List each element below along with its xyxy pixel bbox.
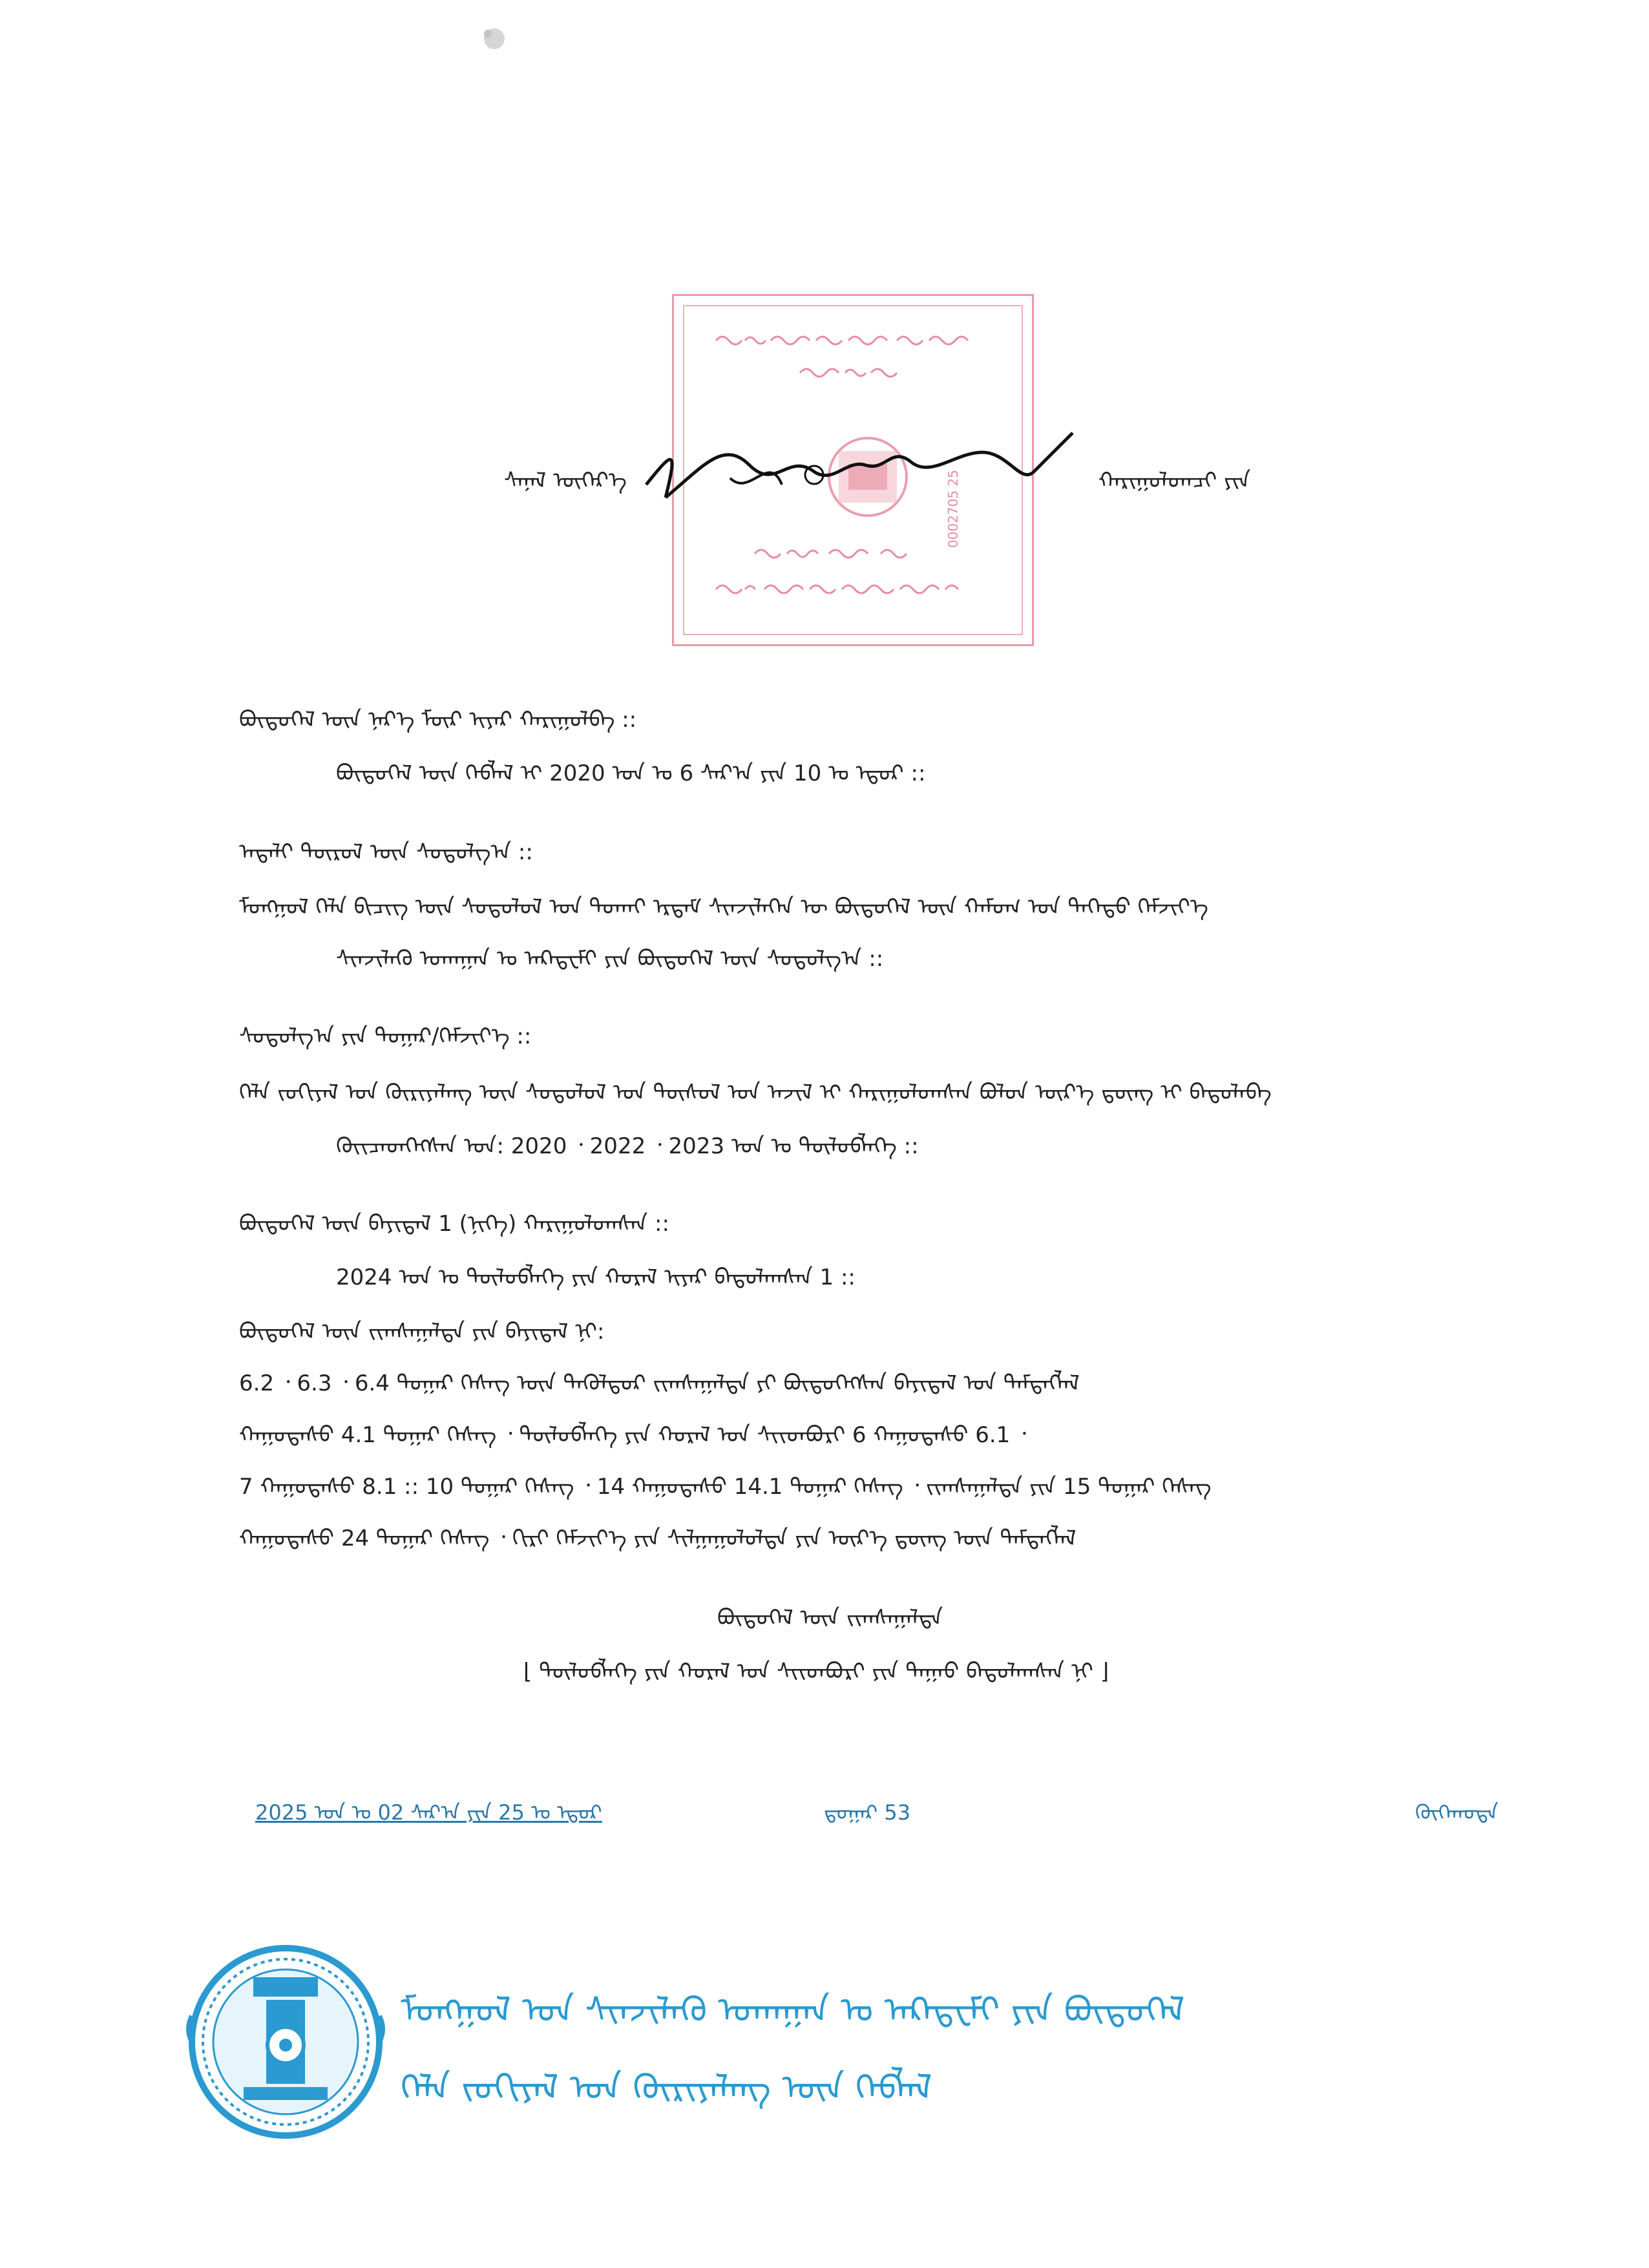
closing-label: ᠪᠦᠲᠦᠭᠡᠯ ᠦᠨ ᠵᠢᠭᠰᠠᠭᠠᠯᠲᠠ — [717, 1605, 943, 1631]
section1-heading: ᠪᠦᠲᠦᠭᠡᠯ ᠦᠨ ᠨᠡᠷ᠎ᠡ ᠮᠥᠷ ᠢᠶᠡᠷ ᠬᠠᠷᠢᠭᠤᠯᠪᠠ :: — [239, 707, 637, 733]
dateline-middle: ᠳ᠋ᠤᠭᠠᠷ 53 — [824, 1800, 911, 1825]
header-right-label: ᠬᠠᠷᠢᠭᠤᠯᠤᠭᠴᠢ ᠶᠢᠨ — [1098, 468, 1251, 494]
stamp-text-line — [797, 364, 913, 381]
stamp-text-line — [751, 545, 945, 562]
stamp-line-4 — [713, 580, 715, 581]
stamp-line-1 — [713, 331, 722, 332]
signature-icon — [620, 426, 1086, 517]
closing-bracket: ⌊ ᠲᠥᠯᠥᠪᠯᠡᠭᠡ ᠶᠢᠨ ᠬᠤᠷᠠᠯ ᠤᠨ ᠰᠢᠢᠳᠪᠦᠷᠢ ᠶᠢᠨ ᠳᠠᠭᠠᠤ ᠪᠠᠲᠤᠯᠠᠭᠰᠠᠨ ᠨᠢ ⌋ — [523, 1659, 1109, 1685]
section4-text-5: 7 ᠬᠠᠭᠤᠳᠠᠰᠤ 8.1 :: 10 ᠳᠤᠭᠠᠷ ᠬᠡᠰᠡᠭ ᠂ 14 ᠬᠠᠭᠤᠳᠠᠰᠤ 14.1 ᠳᠤᠭᠠᠷ ᠬᠡᠰᠡᠭ ᠂ ᠵᠢᠭᠰᠠᠭᠠᠯᠲᠠ ᠶᠢᠨ 15 ᠳᠤᠭᠠᠷ ᠬᠡᠰᠡᠭ — [239, 1474, 1212, 1500]
section4-text-6: ᠬᠠᠭᠤᠳᠠᠰᠤ 24 ᠳᠤᠭᠠᠷ ᠬᠡᠰᠡᠭ ᠂ ᠬᠢᠷᠢ ᠬᠡᠮᠵᠢᠶ᠎ᠡ ᠶᠢᠨ ᠰᠢᠯᠭᠠᠭᠤᠯᠤᠯᠲᠠ ᠶᠢᠨ ᠦᠷ᠎ᠡ ᠳ᠋ᠦᠩ ᠦᠨ ᠲᠡᠮᠳᠡᠭᠯᠡᠯ — [239, 1526, 1077, 1551]
section4-heading: ᠪᠦᠲᠦᠭᠡᠯ ᠦᠨ ᠪᠠᠶᠢᠳᠠᠯ 1 (ᠨᠢᠭᠡ) ᠬᠠᠷᠢᠭᠤᠯᠤᠭᠰᠠᠨ :: — [239, 1211, 669, 1237]
section3-heading: ᠰᠤᠳᠤᠯᠭ᠎ᠠ ᠶᠢᠨ ᠳᠤᠭᠠᠷ/ᠬᠡᠮᠵᠢᠶ᠎ᠡ :: — [239, 1024, 532, 1049]
academy-emblem-icon — [182, 1938, 389, 2148]
stamp-text-line — [713, 331, 984, 348]
scan-speck — [472, 19, 517, 58]
section4-text-4: ᠬᠠᠭᠤᠳᠠᠰᠤ 4.1 ᠳᠤᠭᠠᠷ ᠬᠡᠰᠡᠭ ᠂ ᠲᠥᠯᠥᠪᠯᠡᠭᠡ ᠶᠢᠨ ᠬᠤᠷᠠᠯ ᠤᠨ ᠰᠢᠢᠳᠪᠦᠷᠢ 6 ᠬᠠᠭᠤᠳᠠᠰᠤ 6.1 ᠂ — [239, 1422, 1026, 1448]
section2-heading: ᠠᠳᠠᠯᠢ ᠲᠥᠷᠦᠯ ᠦᠨ ᠰᠤᠳᠤᠯᠭ᠎ᠠ :: — [239, 839, 533, 865]
stamp-text-line — [713, 580, 984, 597]
header-left-label: ᠰᠠᠨᠠᠯ ᠦᠭᠡᠷ᠎ᠡ — [504, 468, 627, 494]
footer-org-line-1: ᠮᠣᠩᠭᠣᠯ ᠤᠨ ᠰᠢᠨᠵᠢᠯᠡᠬᠦ ᠤᠬᠠᠭᠠᠨ ᠤ ᠠᠺᠠᠳ᠋ᠸᠮᠢ ᠶᠢᠨ ᠪᠦᠲᠦᠭᠡᠯ — [401, 1990, 1185, 2030]
section3-text-2: ᠭᠦᠢᠴᠡᠳᠭᠡᠭᠰᠡᠨ ᠣᠨ: 2020 ᠂ 2022 ᠂ 2023 ᠣᠨ ᠤ ᠲᠥᠯᠥᠪᠯᠡᠭᠡ :: — [336, 1133, 919, 1159]
stamp-side-number: 0002705 25 — [945, 470, 961, 548]
section2-text-1: ᠮᠣᠩᠭᠣᠯ ᠬᠡᠯᠡ ᠪᠢᠴᠢᠭ ᠦᠨ ᠰᠤᠳᠤᠯᠤᠯ ᠤᠨ ᠲᠤᠬᠠᠢ ᠡᠷᠳᠡᠮ ᠰᠢᠨᠵᠢᠯᠡᠭᠡᠨ ᠦ ᠪᠦᠲᠦᠭᠡᠯ ᠦᠨ ᠬᠠᠮᠤᠭ ᠤᠨ ᠳᠡᠭᠡᠳᠦ ᠬᠡᠮᠵᠢᠶ᠎ᠡ — [239, 894, 1208, 920]
section4-text-1: 2024 ᠣᠨ ᠤ ᠲᠥᠯᠥᠪᠯᠡᠭᠡ ᠶᠢᠨ ᠬᠤᠷᠠᠯ ᠢᠶᠠᠷ ᠪᠠᠲᠤᠯᠠᠭᠰᠠᠨ 1 :: — [336, 1265, 856, 1290]
section4-text-3: 6.2 ᠂ 6.3 ᠂ 6.4 ᠳᠤᠭᠠᠷ ᠬᠡᠰᠡᠭ ᠦᠨ ᠲᠡᠭᠦᠯᠳᠦᠷ ᠵᠢᠭᠰᠠᠭᠠᠯᠲᠠ ᠶᠢ ᠪᠦᠲᠦᠭᠡᠭᠰᠡᠨ ᠪᠠᠶᠢᠳᠠᠯ ᠤᠨ ᠲᠡᠮᠳᠡᠭᠯᠡᠯ — [239, 1370, 1080, 1396]
section3-text-1: ᠬᠡᠯᠡ ᠵᠣᠬᠢᠶᠠᠯ ᠤᠨ ᠬᠦᠷᠢᠶᠡᠯᠡᠩ ᠦᠨ ᠰᠤᠳᠤᠯᠤᠯ ᠤᠨ ᠲᠥᠰᠥᠯ ᠤᠨ ᠠᠵᠢᠯ ᠢ ᠬᠠᠷᠢᠭᠤᠯᠤᠭᠰᠠᠨ ᠪᠣᠯᠤᠨ ᠦᠷ᠎ᠡ ᠳ᠋ᠦᠩ ᠢ ᠪᠠᠲᠤᠯᠠᠪᠠ — [239, 1080, 1272, 1106]
section4-text-2: ᠪᠦᠲᠦᠭᠡᠯ ᠦᠨ ᠵᠢᠭᠰᠠᠭᠠᠯᠲᠠ ᠶᠢᠨ ᠪᠠᠶᠢᠳᠠᠯ ᠨᠢ: — [239, 1319, 605, 1345]
section2-text-2: ᠰᠢᠨᠵᠢᠯᠡᠬᠦ ᠤᠬᠠᠭᠠᠨ ᠤ ᠠᠺᠠᠳ᠋ᠸᠮᠢ ᠶᠢᠨ ᠪᠦᠲᠦᠭᠡᠯ ᠦᠨ ᠰᠤᠳᠤᠯᠭ᠎ᠠ :: — [336, 946, 884, 972]
footer-org-line-2: ᠬᠡᠯᠡ ᠵᠣᠬᠢᠶᠠᠯ ᠤᠨ ᠬᠦᠷᠢᠶᠡᠯᠡᠩ ᠦᠨ ᠬᠡᠪᠯᠡᠯ — [401, 2067, 932, 2108]
section1-text: ᠪᠦᠲᠦᠭᠡᠯ ᠦᠨ ᠬᠡᠪᠯᠡᠯ ᠢ 2020 ᠣᠨ ᠤ 6 ᠰᠠᠷ᠎ᠠ ᠶᠢᠨ 10 ᠤ ᠡᠳᠦᠷ :: — [336, 761, 926, 786]
dateline-left: 2025 ᠣᠨ ᠤ 02 ᠰᠠᠷ᠎ᠠ ᠶᠢᠨ 25 ᠤ ᠡᠳᠦᠷ — [255, 1800, 602, 1825]
dateline-right: ᠬᠥᠬᠡᠬᠣᠲᠠ — [1415, 1800, 1498, 1825]
